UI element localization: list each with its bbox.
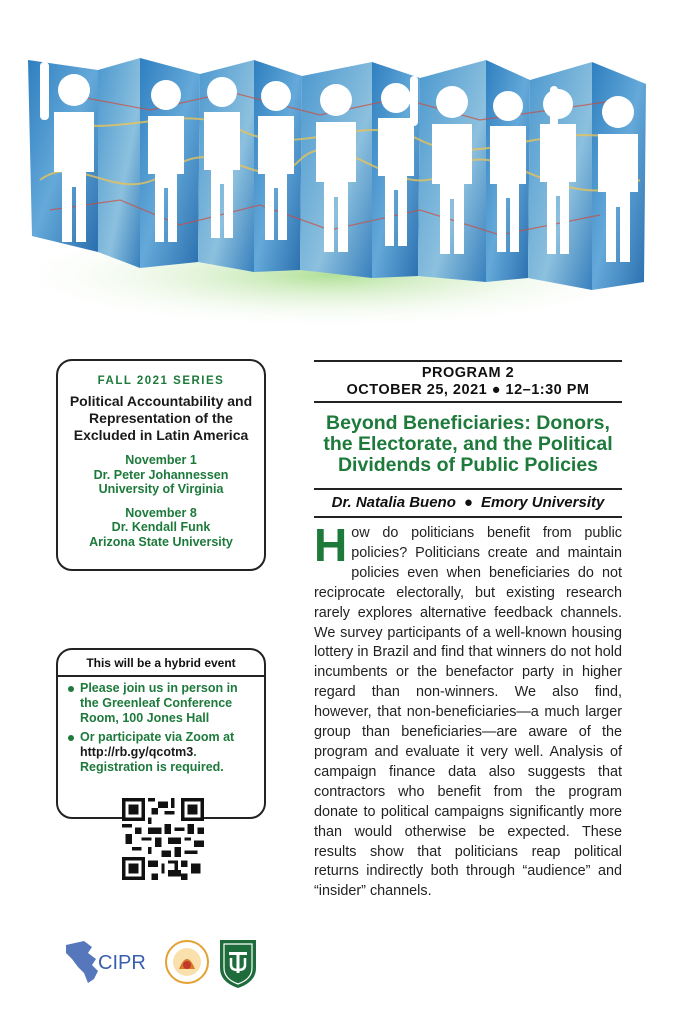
event-date: November 1 xyxy=(125,453,197,467)
hybrid-event-box xyxy=(56,648,266,819)
svg-text:CIPR: CIPR xyxy=(98,952,146,974)
program-seal-logo xyxy=(164,935,210,989)
zoom-option xyxy=(68,730,256,775)
attendance-options xyxy=(58,681,264,775)
abstract-text: ow do politicians benefit from public policies? Politicians create and maintain policies even when beneficiaries do not reciprocate electorally, but existing research rarely explores alternative feedback channels. We survey participants of a well-known housing lottery in Brazil and find that winners do not hold incumbents or the benefactor party in higher regard than non-winners. We also find, however, that non-beneficiaries—a much larger group than beneficiaries—are aware of the program and evaluate it very well. Analysis of campaign finance data also suggests that contractors who benefit from the program donate to political campaigns significantly more than would otherwise be expected. These results show that politicians reap political returns indirectly both through “audience” and “insider” channels. xyxy=(314,525,622,900)
abstract xyxy=(314,519,622,902)
series-event xyxy=(58,506,264,550)
program-date-time: OCTOBER 25, 2021 ● 12–1:30 PM xyxy=(346,382,590,398)
drop-cap: H xyxy=(314,519,348,571)
hybrid-heading: This will be a hybrid event xyxy=(58,650,264,677)
cipr-logo xyxy=(62,937,158,987)
event-affiliation: Arizona State University xyxy=(89,534,233,549)
series-event xyxy=(58,453,264,497)
event-speaker: Dr. Peter Johannessen xyxy=(93,467,229,482)
in-person-option xyxy=(68,681,256,726)
speaker-rule xyxy=(314,516,622,518)
program-column xyxy=(314,360,622,902)
series-title: Political Accountability and Representation of the Excluded in Latin America xyxy=(69,393,253,443)
zoom-suffix: . Registration is required. xyxy=(80,745,224,774)
zoom-link[interactable]: http://rb.gy/qcotm3 xyxy=(80,745,194,759)
talk-title: Beyond Beneficiaries: Donors, the Electorate, and the Political Dividends of Public Policies xyxy=(323,412,613,476)
speaker-line xyxy=(314,490,622,516)
speaker-affiliation: Emory University xyxy=(480,494,605,511)
qr-code[interactable] xyxy=(122,798,204,880)
event-affiliation: University of Virginia xyxy=(98,482,224,496)
event-speaker: Dr. Kendall Funk xyxy=(111,520,211,534)
in-person-text: Please join us in person in the Greenleaf Conference Room, 100 Jones Hall xyxy=(80,681,238,725)
speaker-name: Dr. Natalia Bueno xyxy=(331,494,456,511)
program-header xyxy=(314,362,622,401)
hero-illustration xyxy=(0,0,683,340)
event-date: November 8 xyxy=(125,505,197,520)
separator-dot: ● xyxy=(463,494,473,511)
program-number: PROGRAM 2 xyxy=(421,365,515,381)
series-label: FALL 2021 SERIES xyxy=(97,375,225,387)
zoom-prefix: Or participate via Zoom at xyxy=(80,730,235,744)
series-box xyxy=(56,359,266,571)
header-rule xyxy=(314,401,622,403)
university-shield-logo xyxy=(218,938,258,990)
